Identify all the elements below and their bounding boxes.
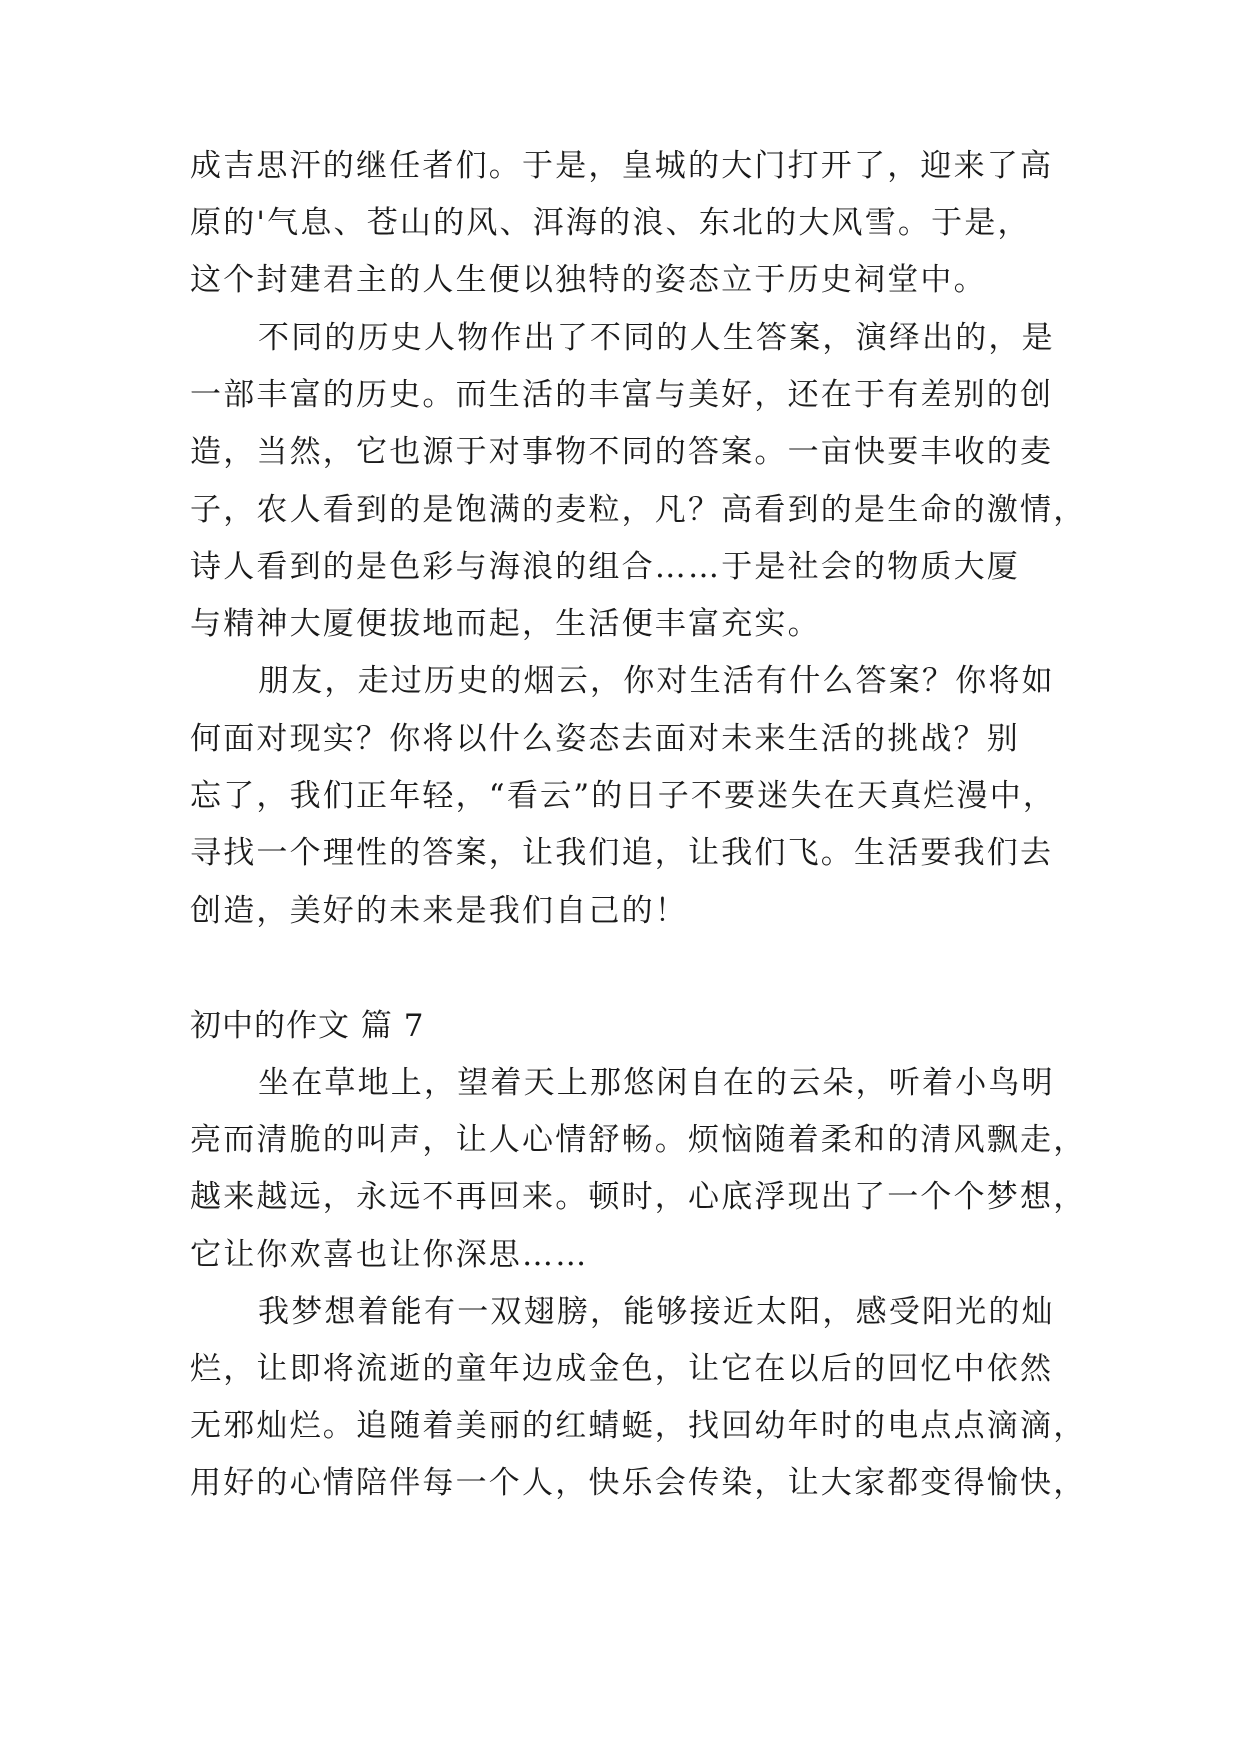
- text-line: 亮而清脆的叫声，让人心情舒畅。烦恼随着柔和的清风飘走，: [190, 1122, 1087, 1158]
- text-line: 何面对现实？你将以什么姿态去面对未来生活的挑战？别: [190, 721, 1020, 757]
- text-line: 用好的心情陪伴每一个人，快乐会传染，让大家都变得愉快，: [190, 1465, 1087, 1501]
- text-line: 烂，让即将流逝的童年边成金色，让它在以后的回忆中依然: [190, 1351, 1054, 1387]
- paragraph-first-line: 我梦想着能有一双翅膀，能够接近太阳，感受阳光的灿: [258, 1294, 1055, 1330]
- text-line: 寻找一个理性的答案，让我们追，让我们飞。生活要我们去: [190, 835, 1054, 871]
- text-line: 原的'气息、苍山的风、洱海的浪、东北的大风雪。于是，: [190, 205, 1031, 241]
- text-line: 这个封建君主的人生便以独特的姿态立于历史祠堂中。: [190, 262, 987, 298]
- text-line: 无邪灿烂。追随着美丽的红蜻蜓，找回幼年时的电点点滴滴，: [190, 1408, 1087, 1444]
- text-line: 忘了，我们正年轻，“看云”的日子不要迷失在天真烂漫中，: [190, 778, 1057, 814]
- paragraph-first-line: 不同的历史人物作出了不同的人生答案，演绎出的，是: [258, 320, 1055, 356]
- text-line: 它让你欢喜也让你深思……: [190, 1237, 589, 1273]
- paragraph-first-line: 朋友，走过历史的烟云，你对生活有什么答案？你将如: [258, 663, 1055, 699]
- text-line: 成吉思汗的继任者们。于是，皇城的大门打开了，迎来了高: [190, 148, 1054, 184]
- text-line: 一部丰富的历史。而生活的丰富与美好，还在于有差别的创: [190, 377, 1054, 413]
- section-heading: 初中的作文 篇 7: [190, 1008, 425, 1044]
- text-line: 创造，美好的未来是我们自己的！: [190, 893, 688, 929]
- text-line: 越来越远，永远不再回来。顿时，心底浮现出了一个个梦想，: [190, 1179, 1087, 1215]
- text-line: 与精神大厦便拔地而起，生活便丰富充实。: [190, 606, 821, 642]
- paragraph-first-line: 坐在草地上，望着天上那悠闲自在的云朵，听着小鸟明: [258, 1065, 1055, 1101]
- text-line: 造，当然，它也源于对事物不同的答案。一亩快要丰收的麦: [190, 434, 1054, 470]
- text-line: 诗人看到的是色彩与海浪的组合……于是社会的物质大厦: [190, 549, 1020, 585]
- text-line: 子，农人看到的是饱满的麦粒，凡？高看到的是生命的激情，: [190, 492, 1087, 528]
